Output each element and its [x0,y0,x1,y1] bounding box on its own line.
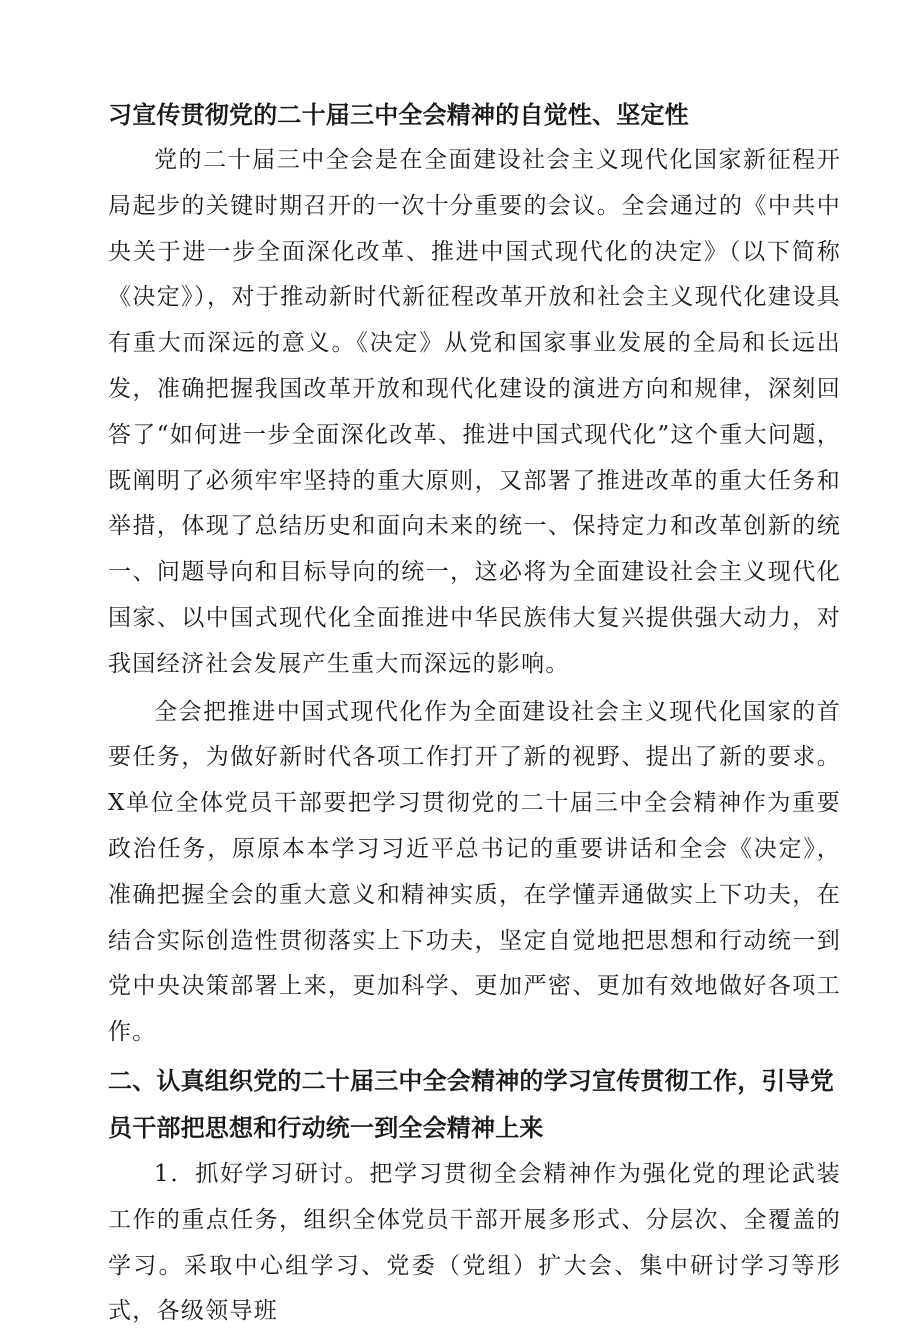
section-heading-continued: 习宣传贯彻党的二十届三中全会精神的自觉性、坚定性 [108,101,689,129]
document-body [108,92,841,1335]
body-paragraph-2: 全会把推进中国式现代化作为全面建设社会主义现代化国家的首要任务，为做好新时代各项工作打开了新的视野、提出了新的要求。X单位全体党员干部要把学习贯彻党的二十届三中全会精神作为重要政治任务，原原本本学习习近平总书记的重要讲话和全会《决定》，准确把握全会的重大意义和精神实质，在学懂弄通做实上下功夫，在结合实际创造性贯彻落实上下功夫，坚定自觉地把思想和行动统一到党中央决策部署上来，更加科学、更加严密、更加有效地做好各项工作。 [108,698,841,1046]
body-paragraph-1: 党的二十届三中全会是在全面建设社会主义现代化国家新征程开局起步的关键时期召开的一次十分重要的会议。全会通过的《中共中央关于进一步全面深化改革、推进中国式现代化的决定》（以下简称《决定》），对于推动新时代新征程改革开放和社会主义现代化建设具有重大而深远的意义。《决定》从党和国家事业发展的全局和长远出发，准确把握我国改革开放和现代化建设的演进方向和规律，深刻回答了“如何进一步全面深化改革、推进中国式现代化”这个重大问题，既阐明了必须牢牢坚持的重大原则，又部署了推进改革的重大任务和举措，体现了总结历史和面向未来的统一、保持定力和改革创新的统一、问题导向和目标导向的统一，这必将为全面建设社会主义现代化国家、以中国式现代化全面推进中华民族伟大复兴提供强大动力，对我国经济社会发展产生重大而深远的影响。 [108,147,841,677]
body-paragraph-3: 1．抓好学习研讨。把学习贯彻全会精神作为强化党的理论武装工作的重点任务，组织全体党员干部开展多形式、分层次、全覆盖的学习。采取中心组学习、党委（党组）扩大会、集中研讨学习等形式，各级领导班 [108,1160,841,1325]
section-heading-2: 二、认真组织党的二十届三中全会精神的学习宣传贯彻工作，引导党员干部把思想和行动统一到全会精神上来 [108,1066,834,1142]
